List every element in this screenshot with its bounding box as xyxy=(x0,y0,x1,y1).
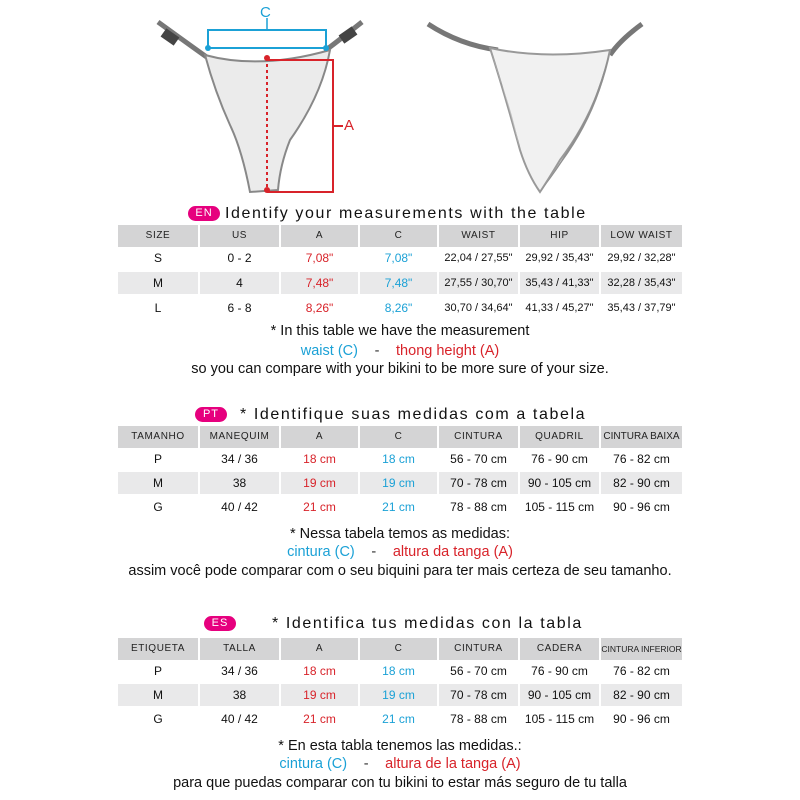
table-header-row xyxy=(118,426,682,448)
table-cell: S xyxy=(153,251,162,265)
table-row xyxy=(118,660,682,682)
dimension-c-label: C xyxy=(260,4,271,21)
table-cell: 18 cm xyxy=(303,452,336,466)
note-measures xyxy=(0,343,800,359)
note-measure-c: waist (C) xyxy=(300,343,358,359)
table-cell: 34 / 36 xyxy=(221,452,258,466)
header-cell: TAMANHO xyxy=(118,426,198,448)
table-cell: 76 - 82 cm xyxy=(613,452,670,466)
note-measures xyxy=(0,544,800,560)
header-cell: CINTURA INFERIOR xyxy=(601,638,682,660)
table-cell: 90 - 105 cm xyxy=(520,684,599,706)
header-cell: C xyxy=(360,638,437,660)
table-cell: L xyxy=(154,301,162,315)
note-measure-c: cintura (C) xyxy=(287,544,355,560)
table-row xyxy=(118,708,682,730)
table-cell: 78 - 88 cm xyxy=(450,712,507,726)
note-separator: - xyxy=(371,544,377,560)
table-cell: 41,33 / 45,27" xyxy=(525,302,594,314)
table-cell: 38 xyxy=(200,472,279,494)
table-cell: 19 cm xyxy=(360,472,437,494)
header-cell: A xyxy=(281,638,358,660)
note-line: * Nessa tabela temos as medidas: xyxy=(289,526,511,542)
note-measure-c: cintura (C) xyxy=(279,756,348,772)
lang-badge-en: EN xyxy=(188,206,220,221)
note-measure-a: altura de la tanga (A) xyxy=(385,756,521,772)
table-row xyxy=(118,247,682,269)
header-cell: A xyxy=(281,225,358,247)
table-cell: 34 / 36 xyxy=(221,664,258,678)
table-header-row xyxy=(118,638,682,660)
note-measures xyxy=(0,756,800,772)
table-row xyxy=(118,496,682,518)
table-cell: 29,92 / 32,28" xyxy=(607,252,676,264)
lang-badge-es: ES xyxy=(204,616,236,631)
bikini-back-drawing xyxy=(420,0,650,200)
note-line: * In this table we have the measurement xyxy=(270,323,530,339)
table-header-row xyxy=(118,225,682,247)
note-separator: - xyxy=(374,343,380,359)
table-cell: G xyxy=(153,712,163,726)
table-cell: 0 - 2 xyxy=(227,251,252,265)
header-cell: CADERA xyxy=(520,638,599,660)
header-cell: A xyxy=(281,426,358,448)
bikini-front-drawing xyxy=(150,0,370,200)
table-cell: 18 cm xyxy=(303,664,336,678)
table-cell: 18 cm xyxy=(382,452,415,466)
table-cell: 27,55 / 30,70" xyxy=(439,272,518,294)
table-cell: 76 - 90 cm xyxy=(531,664,588,678)
table-cell: 40 / 42 xyxy=(221,712,258,726)
table-row xyxy=(118,297,682,319)
dimension-a-label: A xyxy=(344,117,355,134)
note-line: assim você pode comparar com o seu biquini para ter mais certeza de seu tamanho. xyxy=(128,563,672,579)
table-cell: 7,48" xyxy=(360,272,437,294)
table-cell: 22,04 / 27,55" xyxy=(444,252,513,264)
table-cell: 6 - 8 xyxy=(227,301,252,315)
header-cell: US xyxy=(200,225,279,247)
table-cell: 40 / 42 xyxy=(221,500,258,514)
header-cell: QUADRIL xyxy=(520,426,599,448)
header-cell: ETIQUETA xyxy=(118,638,198,660)
table-row xyxy=(118,472,682,494)
table-row xyxy=(118,448,682,470)
table-cell: 19 cm xyxy=(360,684,437,706)
section-heading-pt: * Identifique suas medidas com a tabela xyxy=(240,406,587,423)
table-cell: 7,48" xyxy=(281,272,358,294)
table-cell: 76 - 82 cm xyxy=(613,664,670,678)
bikini-back-illustration xyxy=(420,0,650,200)
table-cell: 30,70 / 34,64" xyxy=(444,302,513,314)
table-cell: 105 - 115 cm xyxy=(524,500,595,514)
table-cell: 18 cm xyxy=(382,664,415,678)
note-line: para que puedas comparar con tu bikini to estar más seguro de tu talla xyxy=(173,775,627,791)
table-cell: 82 - 90 cm xyxy=(601,684,682,706)
table-cell: 7,08" xyxy=(305,251,334,265)
table-cell: 38 xyxy=(200,684,279,706)
table-cell: 21 cm xyxy=(382,712,415,726)
table-cell: 105 - 115 cm xyxy=(524,712,595,726)
note-line: * En esta tabla tenemos las medidas.: xyxy=(278,738,522,754)
table-cell: P xyxy=(153,452,162,466)
header-cell: TALLA xyxy=(200,638,279,660)
header-cell: MANEQUIM xyxy=(200,426,279,448)
table-cell: 35,43 / 41,33" xyxy=(520,272,599,294)
table-cell: 8,26" xyxy=(305,301,334,315)
table-cell: 21 cm xyxy=(382,500,415,514)
table-cell: 90 - 96 cm xyxy=(613,712,670,726)
table-cell: 56 - 70 cm xyxy=(450,664,507,678)
table-cell: 82 - 90 cm xyxy=(601,472,682,494)
table-cell: M xyxy=(118,472,198,494)
table-cell: 90 - 105 cm xyxy=(520,472,599,494)
header-cell: LOW WAIST xyxy=(601,225,682,247)
table-cell: 76 - 90 cm xyxy=(531,452,588,466)
bikini-front-illustration xyxy=(150,0,370,200)
table-cell: 70 - 78 cm xyxy=(439,684,518,706)
table-cell: M xyxy=(118,272,198,294)
header-cell: C xyxy=(360,225,437,247)
table-cell: 78 - 88 cm xyxy=(450,500,507,514)
table-cell: 56 - 70 cm xyxy=(450,452,507,466)
note-measure-a: altura da tanga (A) xyxy=(392,544,513,560)
table-cell: 90 - 96 cm xyxy=(613,500,670,514)
table-cell: 8,26" xyxy=(384,301,413,315)
section-heading-en: Identify your measurements with the table xyxy=(225,205,587,222)
table-row xyxy=(118,684,682,706)
note-separator: - xyxy=(363,756,369,772)
table-cell: 7,08" xyxy=(384,251,413,265)
note-measure-a: thong height (A) xyxy=(396,343,500,359)
table-row xyxy=(118,272,682,294)
header-cell: C xyxy=(360,426,437,448)
table-cell: P xyxy=(153,664,162,678)
header-cell: WAIST xyxy=(439,225,518,247)
header-cell: SIZE xyxy=(118,225,198,247)
header-cell: CINTURA xyxy=(439,426,518,448)
header-cell: CINTURA BAIXA xyxy=(601,426,682,448)
table-cell: 21 cm xyxy=(303,500,336,514)
note-line: so you can compare with your bikini to be more sure of your size. xyxy=(191,361,609,377)
section-heading-es: * Identifica tus medidas con la tabla xyxy=(272,615,583,632)
table-cell: 19 cm xyxy=(281,472,358,494)
table-cell: G xyxy=(153,500,163,514)
table-cell: 19 cm xyxy=(281,684,358,706)
table-cell: 4 xyxy=(200,272,279,294)
header-cell: HIP xyxy=(520,225,599,247)
table-cell: 35,43 / 37,79" xyxy=(607,302,676,314)
lang-badge-pt: PT xyxy=(195,407,227,422)
header-cell: CINTURA xyxy=(439,638,518,660)
table-cell: 29,92 / 35,43" xyxy=(525,252,594,264)
table-cell: 32,28 / 35,43" xyxy=(601,272,682,294)
table-cell: 21 cm xyxy=(303,712,336,726)
table-cell: 70 - 78 cm xyxy=(439,472,518,494)
table-cell: M xyxy=(118,684,198,706)
